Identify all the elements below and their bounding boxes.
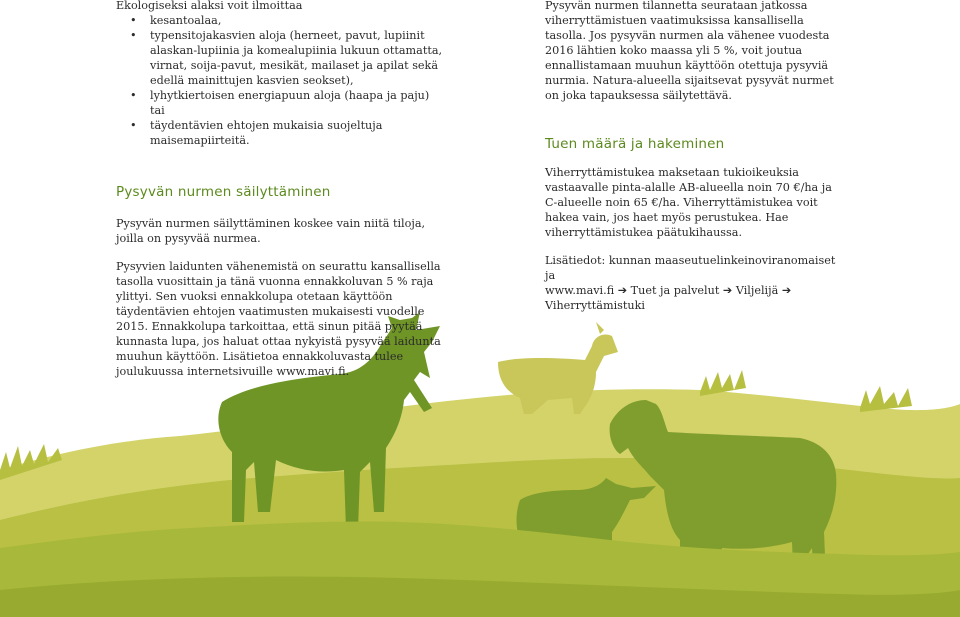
bullet-item: • lyhytkiertoisen energiapuun aloja (haapa ja paju) tai [116, 88, 446, 118]
breadcrumb-farmer[interactable]: Viljelijä [735, 284, 779, 297]
breadcrumb-services[interactable]: Tuet ja palvelut [630, 284, 720, 297]
paragraph-grassland-scope: Pysyvän nurmen säilyttäminen koskee vain niitä tiloja, joilla on pysyvää nurmea. [116, 217, 426, 245]
arrow-right-icon: ➔ [722, 284, 733, 297]
more-info-text: Lisätiedot: kunnan maaseutuelinkeinoviranomaiset ja [545, 254, 836, 282]
paragraph-grassland-monitoring: Pysyvän nurmen tilannetta seurataan jatkossa viherryttämistuen vaatimuksissa kansallisella tasolla. Jos pysyvän nurmen ala vähenee vuodesta 2016 lähtien koko maassa yli 5 %, voit joutua ennallistamaan muuhun käyttöön otettuja pysyviä nurmia. Natura-alueella sijaitsevat pysyvät nurmet on joka tapauksessa säilytettävä. [545, 0, 834, 102]
section-heading-grassland: Pysyvän nurmen säilyttäminen [116, 184, 331, 200]
intro-text: Ekologiseksi alaksi voit ilmoittaa [116, 0, 303, 12]
arrow-right-icon: ➔ [781, 284, 792, 297]
left-column [116, 0, 446, 379]
paragraph-support-amount: Viherryttämistukea maksetaan tukioikeuksia vastaavalle pinta-alalle AB-alueella noin 70 €/ha ja C-alueelle noin 65 €/ha. Viherryttämistukea voit hakea vain, jos haet myös perustukea. Hae viherryttämistukea päätukihaussa. [545, 166, 832, 239]
paragraph-grassland-permit: Pysyvien laidunten vähenemistä on seurattu kansallisella tasolla vuosittain ja tänä vuonna ennakkoluvan 5 % raja ylittyi. Sen vuoksi ennakkolupa otetaan käyttöön täydentävien ehtojen vaatimusten mukaisesti vuodelle 2015. Ennakkolupa tarkoittaa, että sinun pitää pyytää kunnasta lupa, jos haluat ottaa nykyistä pysyvää laidunta muuhun käyttöön. Lisätietoa ennakkoluvasta tulee joulukuussa internetsivuille www.mavi.fi. [116, 260, 441, 378]
bullet-list [116, 13, 446, 148]
bullet-item: • kesantoalaa, [116, 13, 446, 28]
section-heading-support: Tuen määrä ja hakeminen [545, 136, 725, 152]
bullet-item: • täydentävien ehtojen mukaisia suojeltuja maisemapiirteitä. [116, 118, 446, 148]
bullet-item: • typensitojakasvien aloja (herneet, pavut, lupiinit alaskan-lupiinia ja komealupiinia lukuun ottamatta, virnat, soija-pavut, mesikät, mailaset ja apilat sekä edellä mainittujen kasvien seokset), [116, 28, 446, 88]
more-info [545, 253, 845, 313]
mavi-link[interactable]: www.mavi.fi [545, 284, 615, 297]
right-column [545, 0, 845, 313]
breadcrumb-greening[interactable]: Viherryttämistuki [545, 299, 645, 312]
arrow-right-icon: ➔ [617, 284, 628, 297]
